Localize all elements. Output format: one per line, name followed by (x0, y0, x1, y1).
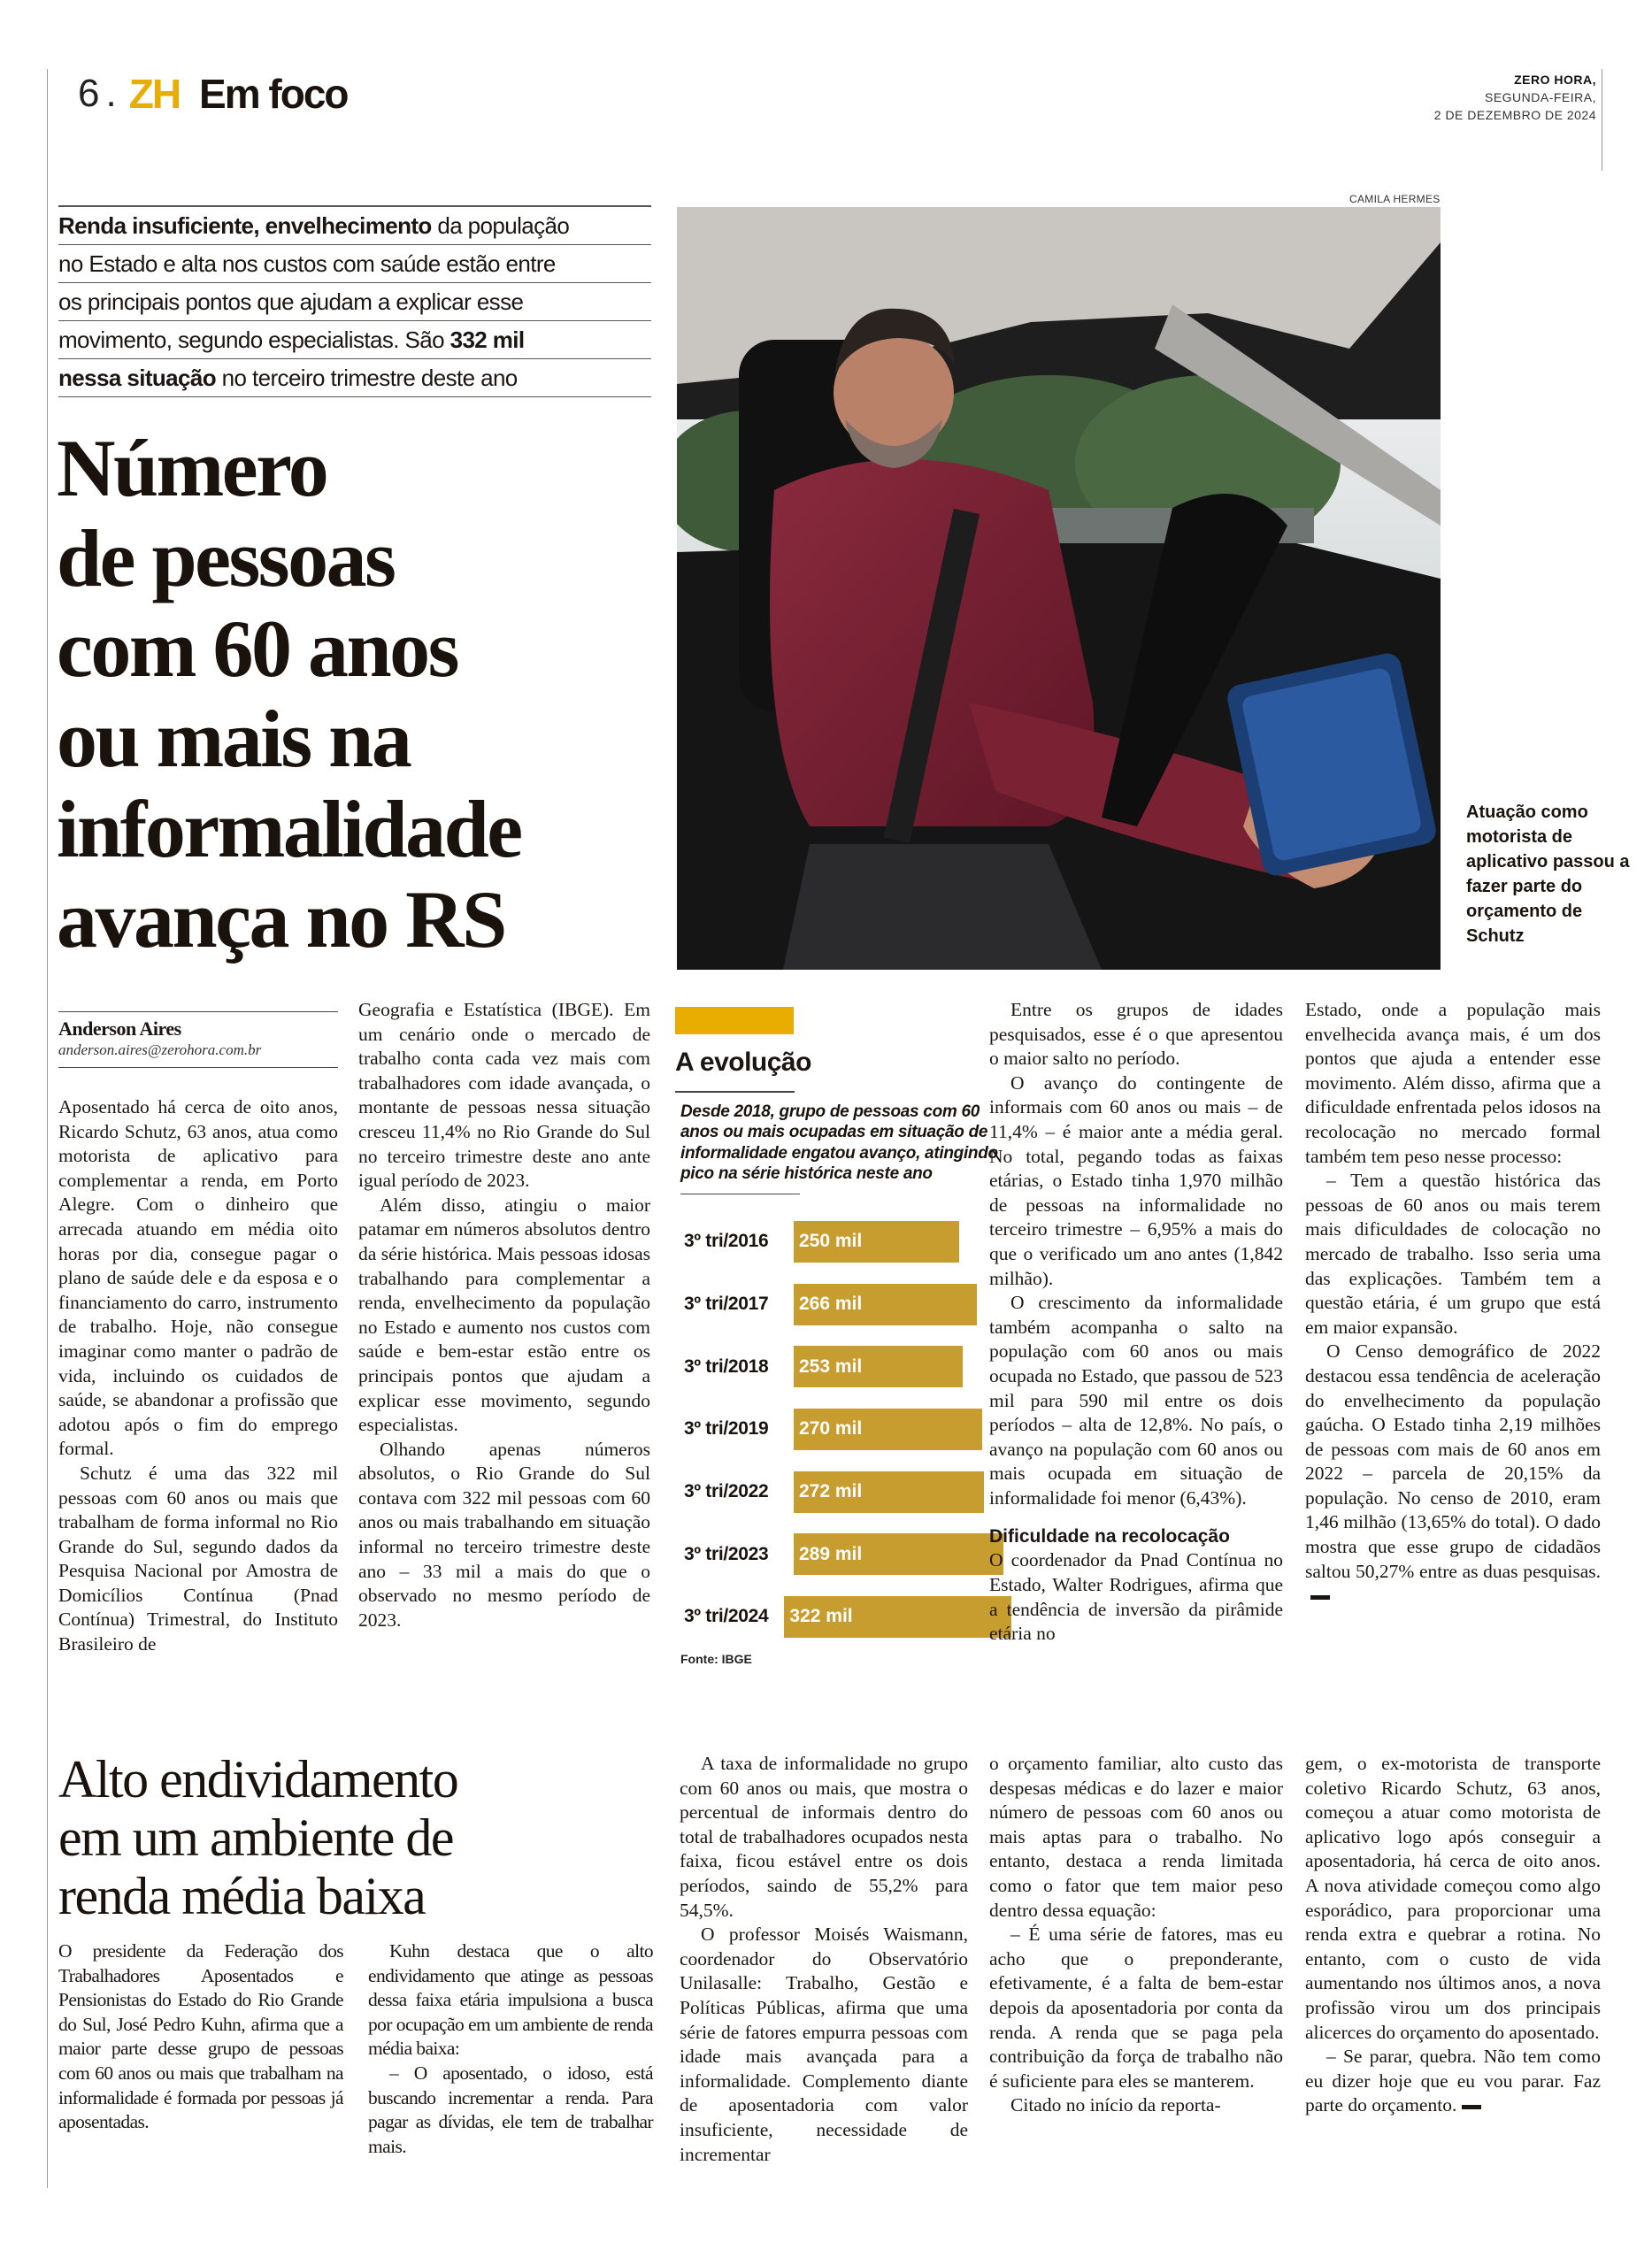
paragraph: Aposentado há cerca de oito anos, Ricardo Schutz, 63 anos, atua como motorista de aplicativo para complementar a renda, em Porto Alegre. Com o dinheiro que arrecada atuando em média oito horas por dia, consegue pagar o plano de saúde dele e da esposa e o financiamento do carro, instrumento de trabalho. Hoje, não consegue imaginar como manter o padrão de vida, incluindo os cuidados de saúde, se abandonar a profissão que adotou após o fim do emprego formal. (58, 1096, 338, 1460)
paragraph: o orçamento familiar, alto custo das despesas médicas e do lazer e maior número de pessoas com 60 anos ou mais aptas para o trabalho. No entanto, destaca a renda limitada como o fator que tem maior peso dentro dessa equação: (989, 1753, 1283, 1921)
bar-category-label: 3º tri/2019 (684, 1418, 769, 1440)
deck-line (58, 359, 651, 397)
paragraph-text: O Censo demográfico de 2022 destacou essa tendência de aceleração do envelhecimento da população gaúcha. O Estado tinha 2,19 milhões de pessoas com mais de 60 anos em 2022 – parcela de 20,15% da população. No censo de 2010, eram 1,46 milhão (13,65% do total). O dado mostra que esse grupo de cidadãos saltou 50,27% entre as duas pesquisas. (1305, 1340, 1601, 1582)
bar-chart (675, 1210, 1011, 1648)
deck-line (58, 207, 651, 245)
deck-emphasis: nessa situação (58, 365, 217, 391)
story2-column-5 (1305, 1752, 1601, 2118)
bar-row (675, 1586, 1011, 1648)
secondary-headline (58, 1750, 642, 1925)
bar (794, 1533, 1003, 1575)
article-column-1 (58, 1095, 338, 1657)
chart-subtitle: Desde 2018, grupo de pessoas com 60 anos ou mais ocupadas em situação de informalidade engatou avanço, atingindo pico na série histórica neste ano (680, 1102, 998, 1183)
weekday: SEGUNDA-FEIRA, (1484, 90, 1596, 104)
bar (794, 1221, 959, 1263)
story2-column-2 (368, 1939, 653, 2159)
photo-illustration (677, 207, 1441, 970)
page-separator: . (105, 72, 117, 115)
paragraph: – Tem a questão histórica das pessoas de 60 anos ou mais terem mais dificuldades de colocação no mercado de trabalho. Isso seria uma das explicações. Também tem a questão etária, é um grupo que está em maior expansão. (1305, 1170, 1601, 1338)
story2-column-3 (680, 1752, 968, 2167)
headline-line: ou mais na (57, 694, 411, 784)
bar (794, 1346, 963, 1387)
paragraph: – É uma série de fatores, mas eu acho que o preponderante, efetivamente, é a falta de bem-estar depois da aposentadoria por conta da renda. A renda que se paga pela contribuição da força de trabalho não é suficiente para eles se manterem. (989, 1924, 1283, 2092)
bar-row (675, 1461, 1011, 1524)
bar-value-label: 272 mil (799, 1481, 863, 1502)
bar (794, 1409, 982, 1450)
chart-box (675, 1007, 1011, 1666)
paragraph: Além disso, atingiu o maior patamar em números absolutos dentro da série histórica. Mais pessoas idosas trabalhando para complementar a renda, envelhecimento da população no Estado e aumento nos custos com saúde e bem-estar estão entre os principais pontos que ajudam a explicar esse movimento, segundo especialistas. (358, 1194, 650, 1436)
deck-text: os principais pontos que ajudam a explicar esse (58, 288, 524, 315)
deck-text: movimento, segundo especialistas. São (58, 326, 450, 353)
deck-line (58, 321, 651, 359)
paragraph: gem, o ex-motorista de transporte coletivo Ricardo Schutz, 63 anos, começou a atuar como motorista de aplicativo logo após conseguir a aposentadoria, há cerca de oito anos. A nova atividade começou como algo esporádico, para proporcionar uma renda extra e quebrar a rotina. No entanto, com o custo de vida aumentando nos últimos anos, a nova profissão virou um dos principais alicerces do orçamento do aposentado. (1305, 1753, 1601, 2043)
bar-value-label: 270 mil (799, 1418, 863, 1440)
headline-line: informalidade (57, 784, 521, 874)
paragraph: Olhando apenas números absolutos, o Rio Grande do Sul contava com 322 mil pessoas com 60 anos ou mais trabalhando em situação informal no terceiro trimestre deste ano – 33 mil a mais do que o observado no mesmo período de 2023. (358, 1438, 650, 1631)
page-header (78, 67, 348, 120)
issue-date: 2 DE DEZEMBRO DE 2024 (1433, 108, 1596, 122)
article-column-3 (989, 998, 1283, 1647)
bar-value-label: 322 mil (789, 1606, 853, 1627)
headline-line: em um ambiente de (58, 1808, 454, 1867)
page-margin-rule (47, 69, 48, 2188)
headline-line: com 60 anos (57, 603, 457, 694)
deck-text: no Estado e alta nos custos com saúde estão entre (58, 250, 556, 277)
paragraph-text: – Se parar, quebra. Não tem como eu dizer hoje que eu vou parar. Faz parte do orçamento. (1305, 2046, 1601, 2116)
bar (794, 1471, 984, 1513)
bar-category-label: 3º tri/2016 (684, 1231, 769, 1252)
paragraph: Geografia e Estatística (IBGE). Em um cenário onde o mercado de trabalho conta cada vez mais com trabalhadores com idade avançada, o montante de pessoas nessa situação cresceu 11,4% no Rio Grande do Sul no terceiro trimestre deste ano ante igual período de 2023. (358, 999, 650, 1192)
bar-category-label: 3º tri/2024 (684, 1606, 769, 1627)
headline-line: avança no RS (57, 874, 505, 964)
paragraph: A taxa de informalidade no grupo com 60 anos ou mais, que mostra o percentual de informais dentro do total de trabalhadores ocupados nesta faixa, ficou estável entre os dois períodos, saindo de 55,2% para 54,5%. (680, 1753, 968, 1921)
bar-category-label: 3º tri/2023 (684, 1543, 769, 1564)
paragraph: Schutz é uma das 322 mil pessoas com 60 anos ou mais que trabalham de forma informal no Rio Grande do Sul, segundo dados da Pesquisa Nacional por Amostra de Domicílios Contínua (Pnad Contínua) Trimestral, do Instituto Brasileiro de (58, 1462, 338, 1655)
paragraph: – O aposentado, o idoso, está buscando incrementar a renda. Para pagar as dívidas, ele tem de trabalhar mais. (368, 2062, 653, 2157)
bar-row (675, 1335, 1011, 1398)
bar-value-label: 253 mil (799, 1355, 863, 1377)
article-photo (677, 207, 1441, 970)
bar-category-label: 3º tri/2017 (684, 1294, 769, 1315)
bar-category-label: 3º tri/2022 (684, 1481, 769, 1502)
paragraph: O avanço do contingente de informais com 60 anos ou mais – de 11,4% – é maior ante a média geral. No total, pegando todas as faixas etárias, o Estado tinha 1,970 milhão de pessoas na informalidade no terceiro trimestre – 6,95% a mais do que o verificado um ano antes (1,842 milhão). (989, 1071, 1283, 1289)
article-column-4 (1305, 998, 1601, 1609)
headline-line: Alto endividamento (58, 1750, 458, 1808)
bar-row (675, 1523, 1011, 1586)
deck-text: da população (431, 212, 570, 239)
bar-value-label: 250 mil (799, 1231, 863, 1252)
story2-column-1 (58, 1939, 343, 2135)
end-of-story-mark (1310, 1595, 1330, 1600)
chart-title: A evolução (675, 1048, 811, 1077)
bar-row (675, 1398, 1011, 1461)
deck-emphasis: Renda insuficiente, envelhecimento (58, 212, 432, 239)
chart-rule (680, 1194, 800, 1195)
chart-source: Fonte: IBGE (680, 1651, 752, 1666)
paragraph: Entre os grupos de idades pesquisados, esse é o que apresentou o maior salto no período. (989, 999, 1283, 1070)
photo-credit: CAMILA HERMES (1349, 193, 1441, 205)
headline-line: renda média baixa (58, 1867, 426, 1925)
byline (58, 1011, 338, 1068)
newspaper-name: ZERO HORA, (1514, 73, 1596, 87)
deck-line (58, 283, 651, 321)
headline-line: Número (57, 423, 327, 513)
author-name: Anderson Aires (58, 1017, 181, 1040)
deck-emphasis: 332 mil (449, 326, 525, 353)
paragraph (1305, 1340, 1601, 1609)
bar (784, 1596, 1011, 1638)
deck-summary (58, 205, 651, 397)
main-headline (57, 423, 667, 964)
deck-text: no terceiro trimestre deste ano (216, 365, 518, 391)
bar-value-label: 289 mil (799, 1543, 863, 1564)
paragraph: O crescimento da informalidade também acompanha o salto na população com 60 anos ou mais ocupada no Estado, que passou de 523 mil para 590 mil entre os dois períodos – alta de 12,8%. No país, o avanço na população com 60 anos ou mais ocupada em situação de informalidade foi menor (6,43%). (989, 1292, 1283, 1509)
deck-line (58, 245, 651, 283)
paragraph: Estado, onde a população mais envelhecida avança mais, é um dos pontos que ajuda a entender esse movimento. Além disso, afirma que a dificuldade enfrentada pelos idosos na recolocação no mercado formal também tem peso nesse processo: (1305, 999, 1601, 1167)
subhead: Dificuldade na recolocação (989, 1526, 1230, 1547)
paragraph: O coordenador da Pnad Contínua no Estado, Walter Rodrigues, afirma que a tendência de inversão da pirâmide etária no (989, 1549, 1283, 1645)
chart-rule (675, 1091, 795, 1093)
bar-value-label: 266 mil (799, 1294, 863, 1315)
bar-row (675, 1210, 1011, 1273)
paragraph: O presidente da Federação dos Trabalhadores Aposentados e Pensionistas do Estado do Rio Grande do Sul, José Pedro Kuhn, afirma que a maior parte desse grupo de pessoas com 60 anos ou mais que trabalham na informalidade é formada por pessoas já aposentadas. (58, 1940, 343, 2133)
photo-caption: Atuação como motorista de aplicativo passou a fazer parte do orçamento de Schutz (1466, 802, 1630, 946)
article-column-2 (358, 998, 650, 1632)
issue-date-block (1434, 71, 1596, 124)
page-number: 6 (78, 72, 101, 115)
story2-column-4 (989, 1752, 1283, 2118)
bar-row (675, 1273, 1011, 1336)
paragraph (1305, 2045, 1601, 2118)
paragraph: O professor Moisés Waismann, coordenador do Observatório Unilasalle: Trabalho, Gestão e Políticas Públicas, afirma que uma série de fatores empurra pessoas com idade mais avançada para a informalidade. Complemento diante de aposentadoria com valor insuficiente, necessidade de incrementar (680, 1924, 968, 2165)
brand-logo: ZH (128, 71, 181, 117)
chart-accent-tag (675, 1007, 794, 1034)
headline-line: de pessoas (57, 513, 395, 603)
bar-category-label: 3º tri/2018 (684, 1355, 769, 1377)
author-email[interactable]: anderson.aires@zerohora.com.br (58, 1041, 262, 1058)
end-of-story-mark (1462, 2105, 1481, 2109)
paragraph: Citado no início da reporta- (1010, 2094, 1221, 2116)
paragraph: Kuhn destaca que o alto endividamento que atinge as pessoas dessa faixa etária impulsiona a busca por ocupação em um ambiente de renda média baixa: (368, 1940, 653, 2060)
bar (794, 1284, 977, 1325)
section-title: Em foco (199, 71, 348, 117)
